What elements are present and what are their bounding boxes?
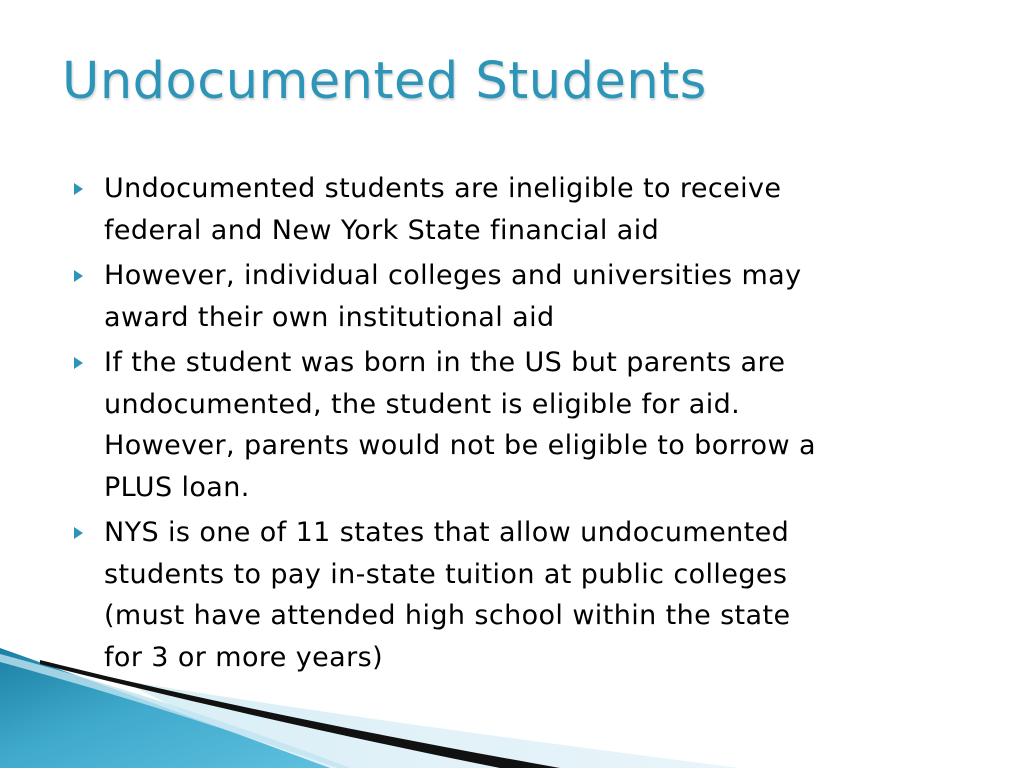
bullet-line: However, parents would not be eligible to borrow a — [104, 430, 816, 461]
triangle-right-icon — [74, 255, 86, 297]
slide-title: Undocumented Students — [62, 52, 707, 111]
bullet-line: for 3 or more years) — [104, 641, 384, 673]
bullet-line: federal and New York State financial aid — [104, 214, 660, 246]
bullet-line: (must have attended high school within the state — [104, 600, 791, 631]
bullet-item — [68, 255, 968, 338]
bullet-line: However, individual colleges and universities may — [104, 260, 802, 291]
bullet-item — [68, 168, 968, 251]
bullet-line: Undocumented students are ineligible to receive — [104, 173, 782, 204]
wave-decoration — [0, 640, 1024, 768]
bullet-line: award their own institutional aid — [104, 301, 555, 333]
triangle-right-icon — [74, 168, 86, 210]
bullet-line: If the student was born in the US but parents are — [104, 347, 786, 378]
bullet-line: NYS is one of 11 states that allow undocumented — [104, 517, 790, 548]
bullet-line: PLUS loan. — [104, 471, 250, 503]
triangle-right-icon — [74, 342, 86, 384]
bullet-line: undocumented, the student is eligible for aid. — [104, 388, 741, 420]
bullet-line: students to pay in-state tuition at public colleges — [104, 558, 788, 590]
triangle-right-icon — [74, 512, 86, 554]
bullet-text — [104, 168, 968, 251]
bullet-list — [68, 168, 968, 682]
bullet-item — [68, 342, 968, 508]
bullet-text — [104, 255, 968, 338]
bullet-text — [104, 342, 968, 508]
